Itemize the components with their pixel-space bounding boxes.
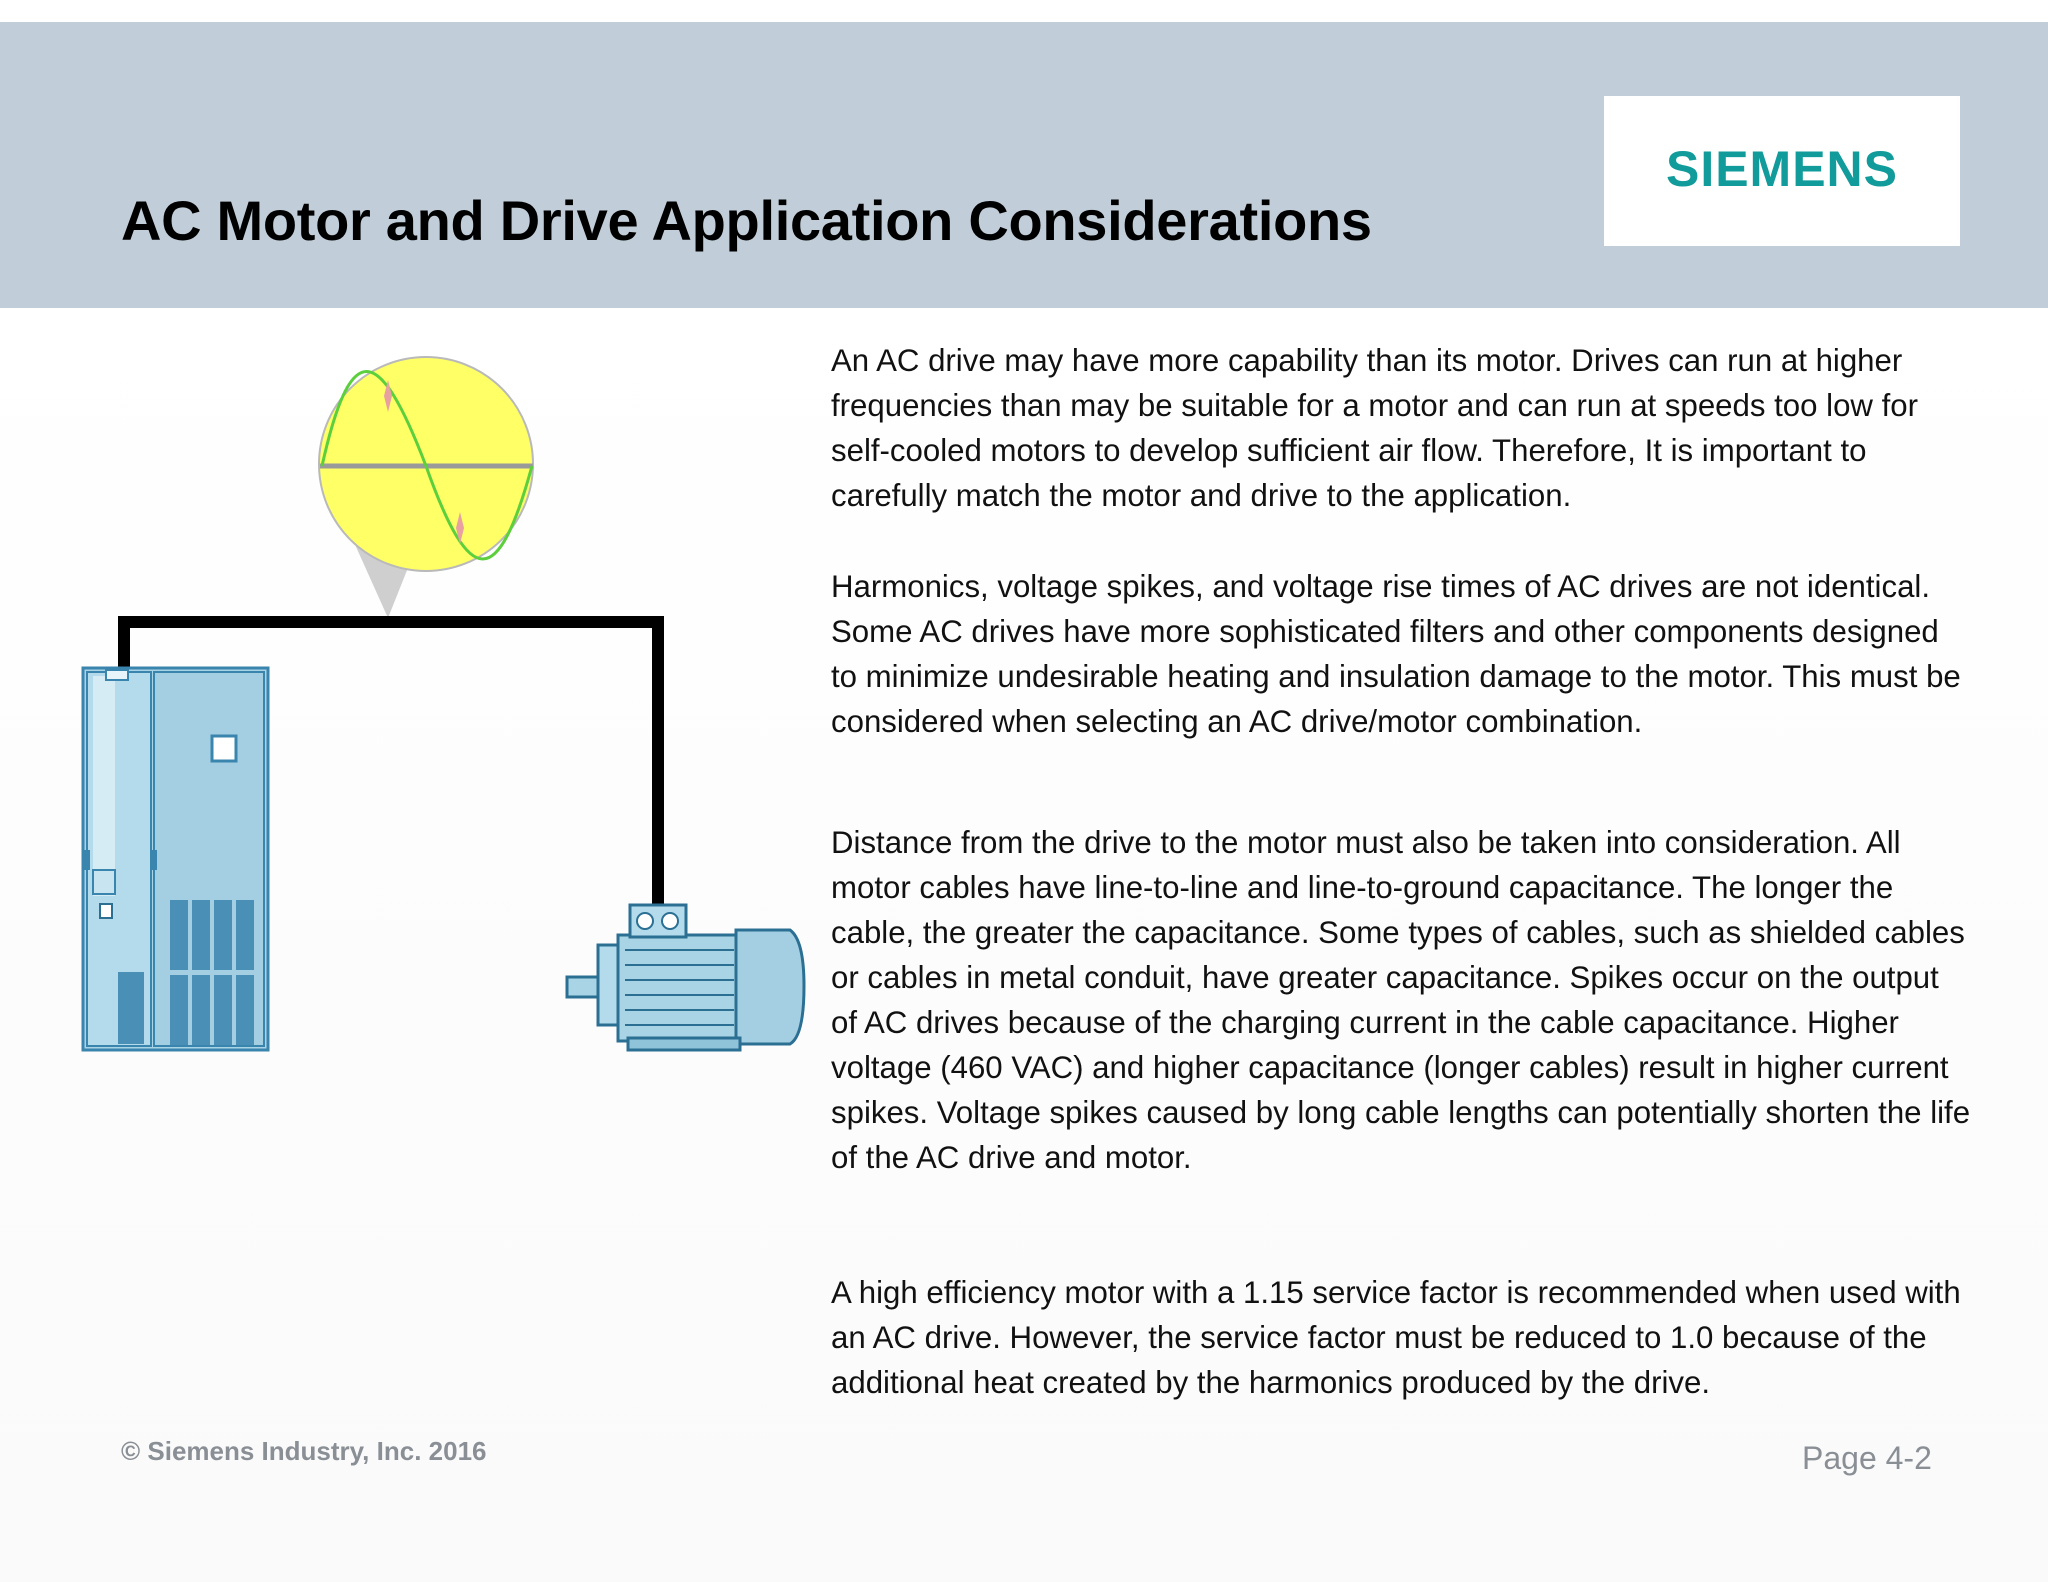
drive-top-tab	[106, 670, 128, 680]
drive-display	[93, 870, 115, 894]
drive-hinge-left	[84, 850, 90, 870]
drive-switch-icon	[100, 904, 112, 918]
paragraph-drive-capability: An AC drive may have more capability than its motor. Drives can run at higher frequencies than may be suitable for a motor and can run at speeds too low for self-cooled motors to develop sufficient air flow. Therefore, It is important to carefully match the motor and drive to the application.	[831, 343, 1918, 513]
motor-foot	[628, 1038, 740, 1050]
copyright-notice: © Siemens Industry, Inc. 2016	[121, 1436, 487, 1466]
paragraph-harmonics: Harmonics, voltage spikes, and voltage rise times of AC drives are not identical. Some AC drives have more sophisticated filters and other components designed to minimize undesirable heating and insulation damage to the motor. This must be considered when selecting an AC drive/motor combination.	[831, 569, 1961, 739]
siemens-logo	[1604, 96, 1960, 246]
terminal-icon-1	[637, 913, 653, 929]
page-title: AC Motor and Drive Application Considerations	[121, 189, 1372, 252]
drive-hinge-right	[151, 850, 157, 870]
paragraph-cable-distance: Distance from the drive to the motor must also be taken into consideration. All motor cables have line-to-line and line-to-ground capacitance. The longer the cable, the greater the capacitance. Some types of cables, such as shielded cables or cables in metal conduit, have greater capacitance. Spikes occur on the output of AC drives because of the charging current in the cable capacitance. Higher voltage (460 VAC) and higher capacitance (longer cables) result in higher current spikes. Voltage spikes caused by long cable lengths can potentially shorten the life of the AC drive and motor.	[831, 825, 1971, 1175]
motor-fan-cover	[736, 930, 804, 1044]
drive-panel-strip	[93, 676, 115, 896]
page-number: Page 4-2	[1802, 1440, 1932, 1476]
drive-motor-illustration	[60, 340, 820, 1080]
top-strip	[0, 0, 2048, 22]
logo-wordmark: SIEMENS	[1665, 141, 1899, 197]
drive-window	[212, 736, 236, 761]
terminal-icon-2	[662, 913, 678, 929]
paragraph-service-factor: A high efficiency motor with a 1.15 service factor is recommended when used with an AC drive. However, the service factor must be reduced to 1.0 because of the additional heat created by the harmonics produced by the drive.	[831, 1275, 1961, 1400]
